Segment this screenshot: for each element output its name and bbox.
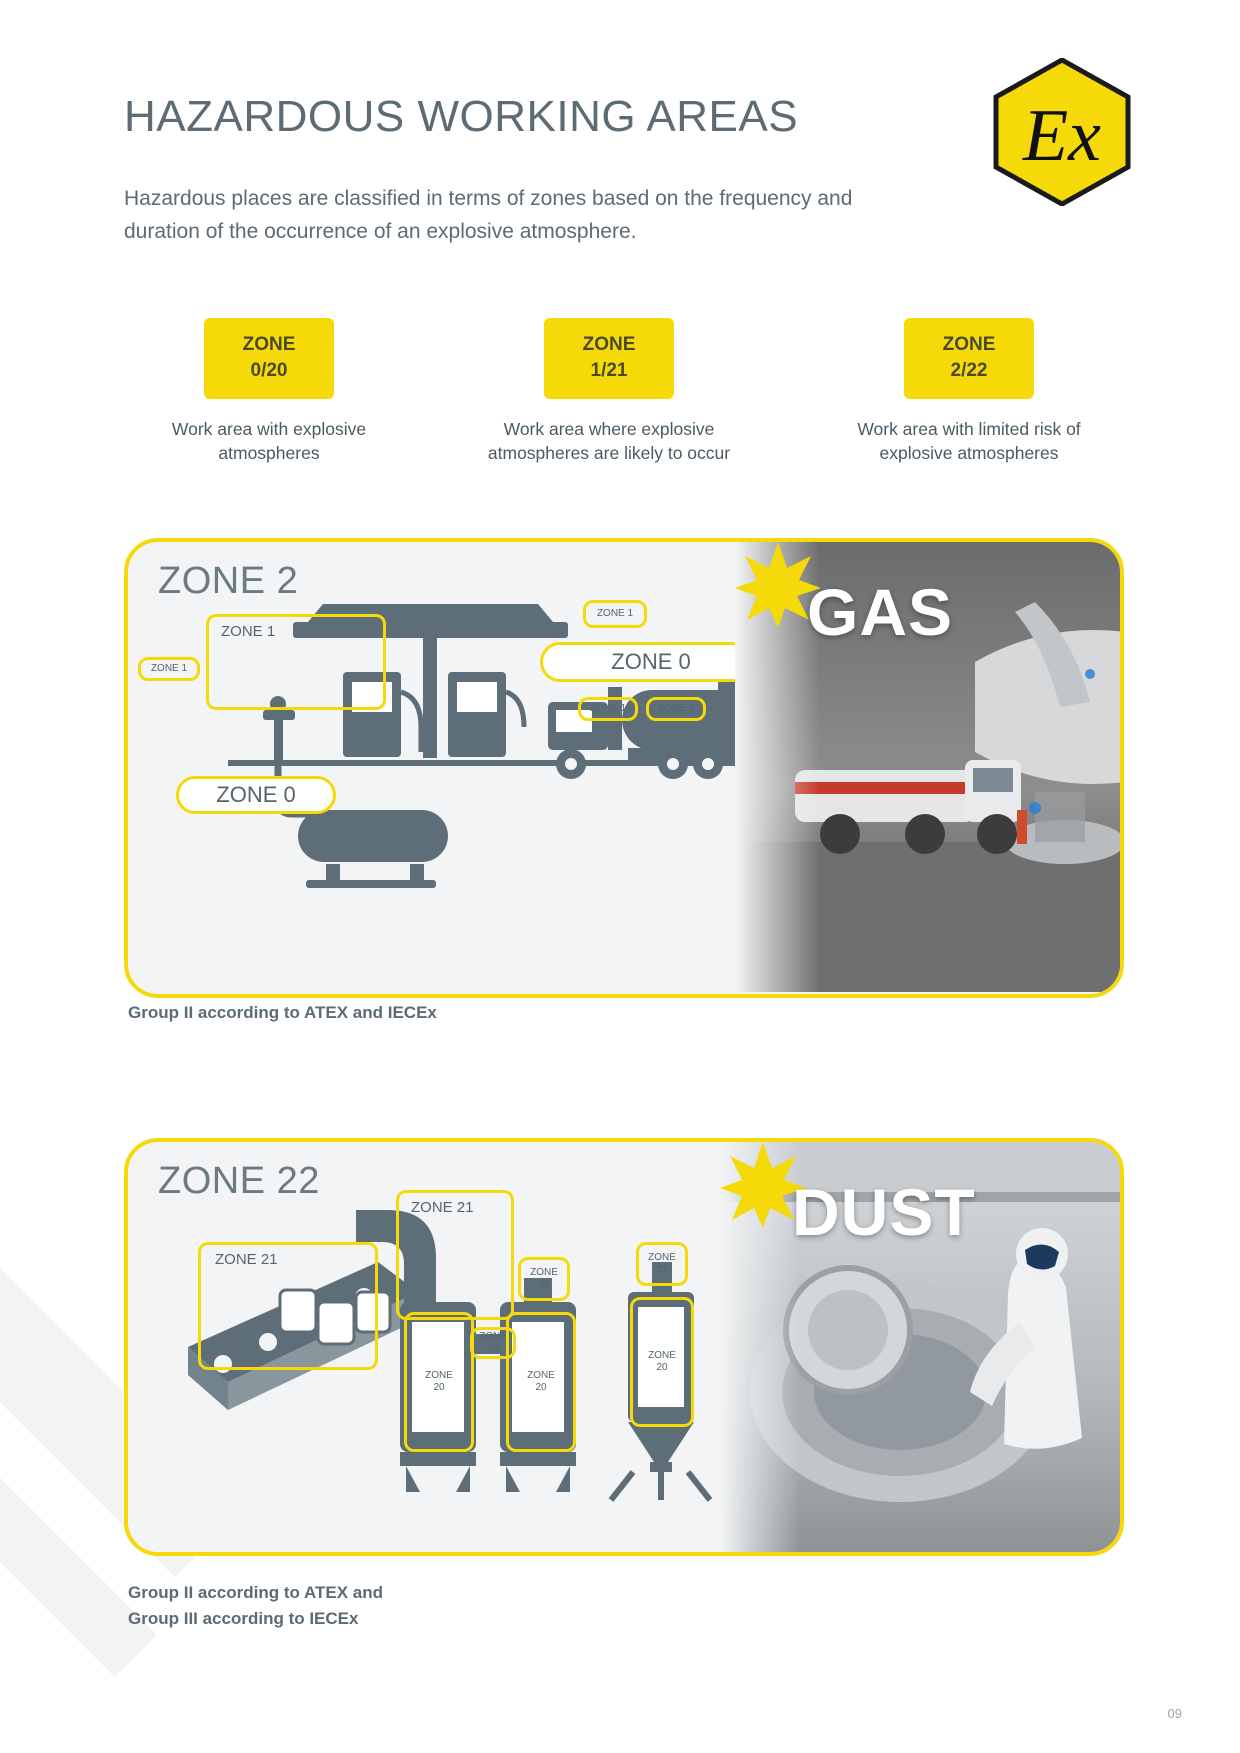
zone-badge-caption: Work area with limited risk of explosive atmospheres [857, 419, 1081, 463]
tag-dispenser-zone1 [206, 614, 386, 710]
tag-tanker-zone0: ZONE 0 [540, 642, 762, 682]
tag-silo2-zone20-label: ZONE 20 [527, 1370, 555, 1393]
dust-panel-caption [128, 1580, 383, 1632]
page-title: HAZARDOUS WORKING AREAS [124, 92, 799, 141]
tag-tanker-top-zone1: ZONE 1 [583, 600, 647, 628]
dust-caption-line2: Group III according to IECEx [128, 1609, 359, 1628]
tag-conveyor-zone21 [198, 1242, 378, 1370]
zone-badge [544, 318, 674, 399]
tag-underground-zone0: ZONE 0 [176, 776, 336, 814]
tag-tanker-bottom-zone1-b: ZONE 1 [646, 697, 706, 721]
tag-conveyor-zone21-label: ZONE 21 [215, 1251, 278, 1268]
zone-badge-line1: ZONE [582, 334, 636, 355]
dust-photo [720, 1142, 1120, 1552]
tag-tanker-bottom-zone1-a: ZONE 1 [578, 697, 638, 721]
ex-mark-icon [992, 58, 1132, 206]
gas-illustration-panel [124, 538, 1124, 998]
dust-caption-line1: Group II according to ATEX and [128, 1583, 384, 1602]
tag-duct-zone21 [396, 1190, 514, 1320]
dust-illustration-panel [124, 1138, 1124, 1556]
zone-badge-line2: 1/21 [590, 360, 628, 381]
dust-photo-word: DUST [792, 1175, 976, 1249]
tag-pump-zone1: ZONE 1 [138, 657, 200, 681]
gas-photo [735, 542, 1120, 994]
tag-silo2-top-zone21 [518, 1257, 570, 1301]
zone-badge-group-1 [464, 318, 754, 465]
tag-silo2-zone20 [506, 1312, 576, 1452]
tag-hopper-top-zone21-label: ZONE 21 [648, 1252, 676, 1275]
zone-badge-line2: 2/22 [950, 360, 988, 381]
zone-badge-caption: Work area with explosive atmospheres [171, 419, 367, 463]
dust-panel-title: ZONE 22 [158, 1160, 320, 1202]
zone-badge-row [124, 318, 1116, 488]
zone-badge-line1: ZONE [242, 334, 296, 355]
zone-badge-caption: Work area where explosive atmospheres are likely to occur [487, 419, 731, 463]
tag-hopper-zone20-label: ZONE 20 [648, 1350, 676, 1373]
tag-silo1-zone20-label: ZONE 20 [425, 1370, 453, 1393]
tag-hopper-top-zone21 [636, 1242, 688, 1286]
zone-badge-line1: ZONE [942, 334, 996, 355]
page-number: 09 [1167, 1706, 1182, 1721]
tag-duct-zone21-label: ZONE 21 [411, 1199, 474, 1216]
zone-badge [904, 318, 1034, 399]
gas-panel-caption: Group II according to ATEX and IECEx [128, 1003, 437, 1022]
zone-badge-group-2 [824, 318, 1114, 465]
svg-text:Ex: Ex [1022, 95, 1102, 177]
zone-badge-line2: 0/20 [250, 360, 288, 381]
page-subtitle: Hazardous places are classified in terms of zones based on the frequency and duration of the occurrence of an explosive atmosphere. [124, 187, 853, 243]
zone-badge-group-0 [124, 318, 414, 465]
gas-photo-word: GAS [807, 575, 954, 649]
zone-badge [204, 318, 334, 399]
tag-dispenser-zone1-label: ZONE 1 [221, 623, 276, 640]
tag-silo1-zone20 [404, 1312, 474, 1452]
tag-silo2-top-zone21-label: ZONE 21 [530, 1267, 558, 1290]
tag-link-zone21: ZONE 21 [470, 1327, 516, 1359]
gas-panel-title: ZONE 2 [158, 560, 299, 602]
tag-hopper-zone20 [630, 1297, 694, 1427]
